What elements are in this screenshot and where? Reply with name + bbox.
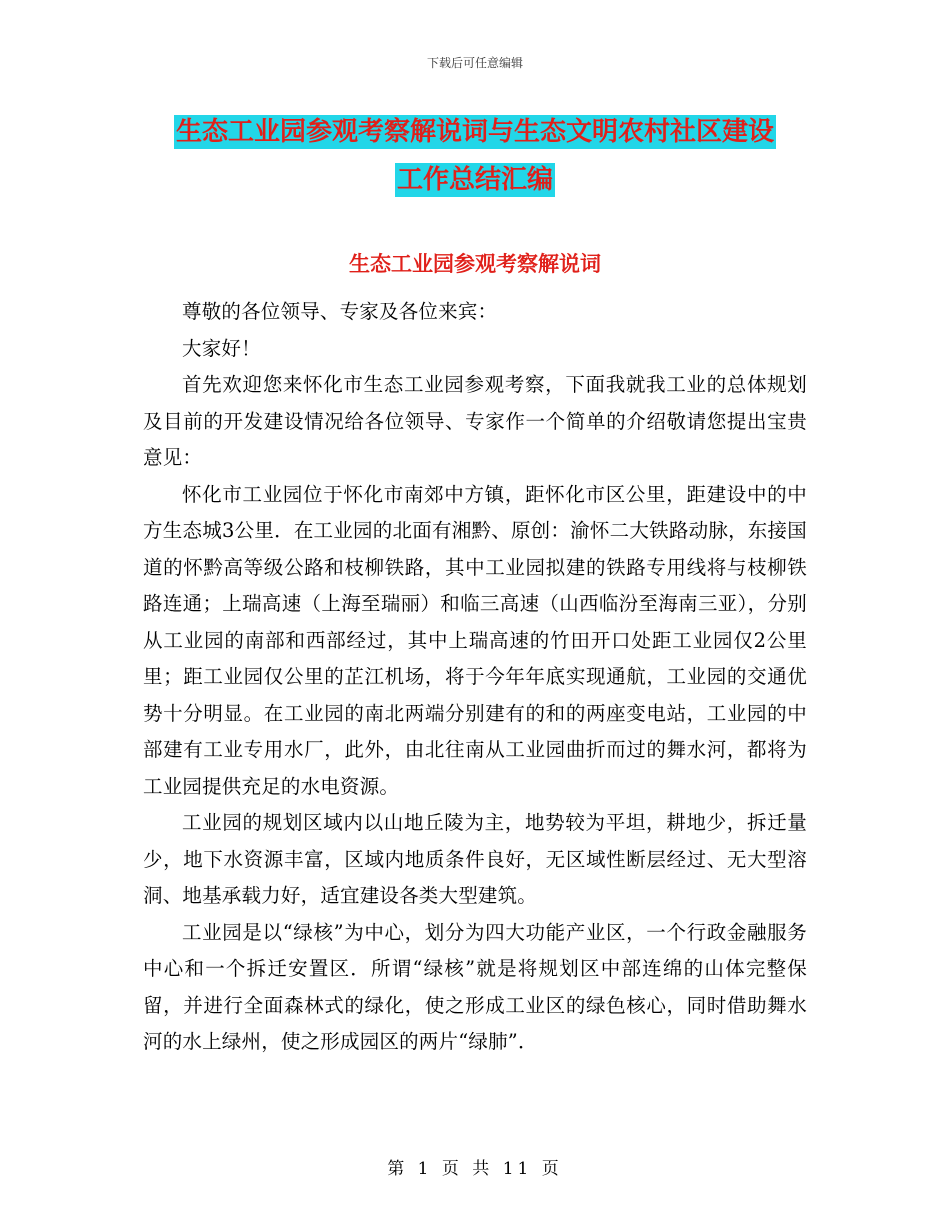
paragraph: 工业园的规划区域内以山地丘陵为主，地势较为平坦，耕地少，拆迁量少，地下水资源丰富，区域内地质条件良好，无区域性断层经过、无大型溶洞、地基承载力好，适宜建设各类大型建筑。 <box>143 811 807 907</box>
paragraph: 工业园是以“绿核”为中心，划分为四大功能产业区，一个行政金融服务中心和一个拆迁安置区．所谓“绿核”就是将规划区中部连绵的山体完整保留，并进行全面森林式的绿化，使之形成工业区的绿色核心，同时借助舞水河的水上绿州，使之形成园区的两片“绿肺”． <box>143 920 807 1053</box>
paragraph: 尊敬的各位领导、专家及各位来宾： <box>182 300 498 323</box>
main-title-line2: 工作总结汇编 <box>396 165 553 195</box>
paragraph: 怀化市工业园位于怀化市南郊中方镇，距怀化市区公里，距建设中的中方生态城3公里．在工业园的北面有湘黔、原创：渝怀二大铁路动脉，东接国道的怀黔高等级公路和枝柳铁路，其中工业园拟建的铁路专用线将与枝柳铁路连通；上瑞高速（上海至瑞丽）和临三高速（山西临汾至海南三亚），分别从工业园的南部和西部经过，其中上瑞高速的竹田开口处距工业园仅2公里里；距工业园仅公里的芷江机场，将于今年年底实现通航，工业园的交通优势十分明显。在工业园的南北两端分别建有的和的两座变电站，工业园的中部建有工业专用水厂，此外，由北往南从工业园曲折而过的舞水河，都将为工业园提供充足的水电资源。 <box>143 482 807 798</box>
paragraph: 首先欢迎您来怀化市生态工业园参观考察，下面我就我工业的总体规划及目前的开发建设情况给各位领导、专家作一个简单的介绍敬请您提出宝贵意见： <box>143 373 807 469</box>
paragraph: 大家好！ <box>182 336 261 360</box>
main-title-line1: 生态工业园参观考察解说词与生态文明农村社区建设 <box>175 117 774 147</box>
header-note: 下载后可任意编辑 <box>426 56 523 70</box>
page-footer: 第 1 页 共 11 页 <box>387 1159 563 1179</box>
body-text <box>143 294 807 1061</box>
main-title <box>143 108 807 204</box>
section-title: 生态工业园参观考察解说词 <box>349 252 601 276</box>
